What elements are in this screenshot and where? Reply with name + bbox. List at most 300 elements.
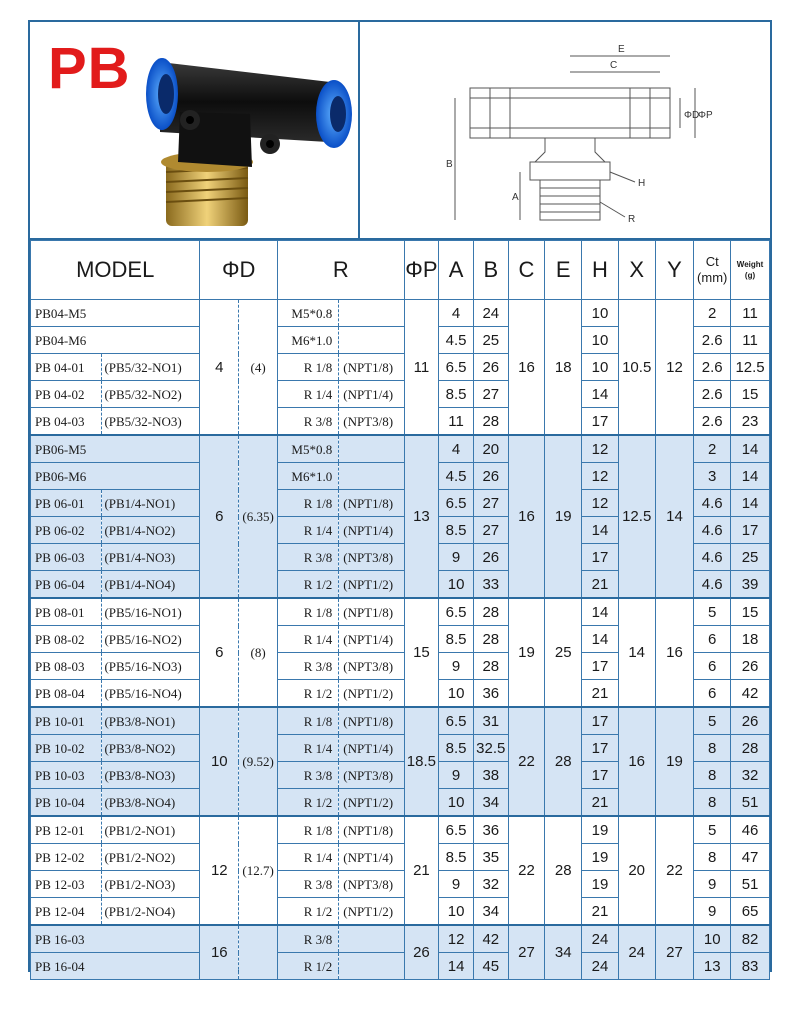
ct-cell: 8 [694, 844, 731, 871]
alt-model-cell: (PB5/32-NO2) [102, 381, 200, 408]
ct-cell: 5 [694, 816, 731, 844]
npt-thread-cell: (NPT3/8) [339, 762, 404, 789]
b-cell: 36 [473, 680, 508, 708]
a-cell: 8.5 [439, 381, 474, 408]
alt-model-cell: (PB1/4-NO1) [102, 490, 200, 517]
c-cell: 22 [508, 707, 545, 816]
weight-cell: 14 [731, 435, 770, 463]
ct-cell: 8 [694, 789, 731, 817]
a-cell: 9 [439, 544, 474, 571]
b-cell: 33 [473, 571, 508, 599]
col-ct-label: Ct (mm) [697, 254, 728, 285]
ct-cell: 5 [694, 707, 731, 735]
col-h: H [582, 241, 619, 300]
npt-thread-cell: (NPT1/8) [339, 598, 404, 626]
fitting-photo-illustration [30, 22, 358, 238]
npt-thread-cell [339, 435, 404, 463]
b-cell: 31 [473, 707, 508, 735]
x-cell: 20 [618, 816, 655, 925]
npt-thread-cell: (NPT1/4) [339, 626, 404, 653]
table-row [31, 925, 770, 953]
tube-od-cell: 10 [200, 707, 239, 816]
col-y: Y [655, 241, 694, 300]
spec-sheet [28, 20, 772, 975]
alt-model-cell: (PB5/16-NO3) [102, 653, 200, 680]
header-panel [30, 22, 770, 240]
npt-thread-cell: (NPT1/2) [339, 898, 404, 926]
npt-thread-cell: (NPT1/4) [339, 735, 404, 762]
alt-model-cell: (PB1/2-NO4) [102, 898, 200, 926]
npt-thread-cell [339, 953, 404, 980]
label-d: ΦD [684, 110, 700, 121]
x-cell: 12.5 [618, 435, 655, 598]
alt-model-cell: (PB3/8-NO3) [102, 762, 200, 789]
ct-cell: 2.6 [694, 408, 731, 436]
weight-cell: 15 [731, 381, 770, 408]
h-cell: 19 [582, 816, 619, 844]
label-b: B [446, 159, 453, 170]
b-cell: 28 [473, 626, 508, 653]
c-cell: 19 [508, 598, 545, 707]
weight-cell: 14 [731, 463, 770, 490]
col-d: ΦD [200, 241, 278, 300]
spec-table-body [31, 300, 770, 980]
ct-cell: 4.6 [694, 544, 731, 571]
y-cell: 27 [655, 925, 694, 980]
h-cell: 19 [582, 844, 619, 871]
thread-cell: M5*0.8 [278, 300, 339, 327]
ct-cell: 2.6 [694, 381, 731, 408]
ct-cell: 5 [694, 598, 731, 626]
b-cell: 28 [473, 653, 508, 680]
thread-cell: R 3/8 [278, 544, 339, 571]
tube-od-cell: 4 [200, 300, 239, 436]
label-a: A [512, 192, 519, 203]
e-cell: 28 [545, 707, 582, 816]
npt-thread-cell: (NPT3/8) [339, 544, 404, 571]
b-cell: 45 [473, 953, 508, 980]
b-cell: 26 [473, 463, 508, 490]
b-cell: 36 [473, 816, 508, 844]
e-cell: 34 [545, 925, 582, 980]
weight-cell: 23 [731, 408, 770, 436]
ct-cell: 2.6 [694, 354, 731, 381]
thread-cell: R 1/2 [278, 898, 339, 926]
model-cell: PB06-M5 [31, 435, 200, 463]
h-cell: 14 [582, 381, 619, 408]
model-cell: PB 06-03 [31, 544, 102, 571]
p-cell: 13 [404, 435, 439, 598]
weight-cell: 65 [731, 898, 770, 926]
thread-cell: R 3/8 [278, 871, 339, 898]
h-cell: 17 [582, 735, 619, 762]
weight-cell: 15 [731, 598, 770, 626]
h-cell: 19 [582, 871, 619, 898]
weight-cell: 17 [731, 517, 770, 544]
tube-od-inch-cell: (9.52) [239, 707, 278, 816]
weight-cell: 47 [731, 844, 770, 871]
thread-cell: R 1/2 [278, 789, 339, 817]
npt-thread-cell: (NPT1/8) [339, 354, 404, 381]
npt-thread-cell: (NPT1/2) [339, 571, 404, 599]
alt-model-cell: (PB1/4-NO2) [102, 517, 200, 544]
a-cell: 8.5 [439, 517, 474, 544]
col-c: C [508, 241, 545, 300]
label-e: E [618, 44, 625, 55]
model-cell: PB04-M5 [31, 300, 200, 327]
thread-cell: R 1/8 [278, 354, 339, 381]
a-cell: 4.5 [439, 327, 474, 354]
thread-cell: R 1/8 [278, 707, 339, 735]
thread-cell: R 1/2 [278, 680, 339, 708]
model-cell: PB 06-04 [31, 571, 102, 599]
table-row [31, 300, 770, 327]
thread-cell: R 1/2 [278, 571, 339, 599]
alt-model-cell: (PB1/2-NO2) [102, 844, 200, 871]
npt-thread-cell: (NPT3/8) [339, 653, 404, 680]
b-cell: 26 [473, 354, 508, 381]
ct-cell: 6 [694, 626, 731, 653]
a-cell: 4 [439, 300, 474, 327]
ct-cell: 2.6 [694, 327, 731, 354]
h-cell: 24 [582, 953, 619, 980]
thread-cell: R 1/8 [278, 598, 339, 626]
thread-cell: R 1/4 [278, 626, 339, 653]
weight-cell: 28 [731, 735, 770, 762]
a-cell: 10 [439, 571, 474, 599]
alt-model-cell: (PB5/16-NO1) [102, 598, 200, 626]
brand-label: PB [48, 36, 131, 101]
weight-cell: 12.5 [731, 354, 770, 381]
a-cell: 6.5 [439, 598, 474, 626]
model-cell: PB 12-02 [31, 844, 102, 871]
tube-od-inch-cell: (12.7) [239, 816, 278, 925]
thread-cell: R 1/2 [278, 953, 339, 980]
b-cell: 32.5 [473, 735, 508, 762]
weight-cell: 39 [731, 571, 770, 599]
header-row [31, 241, 770, 300]
tube-od-inch-cell: (6.35) [239, 435, 278, 598]
npt-thread-cell: (NPT1/8) [339, 707, 404, 735]
a-cell: 8.5 [439, 844, 474, 871]
h-cell: 10 [582, 300, 619, 327]
thread-cell: R 3/8 [278, 653, 339, 680]
model-cell: PB 12-03 [31, 871, 102, 898]
h-cell: 17 [582, 653, 619, 680]
thread-cell: R 3/8 [278, 925, 339, 953]
col-p: ΦP [404, 241, 439, 300]
b-cell: 28 [473, 408, 508, 436]
col-b: B [473, 241, 508, 300]
npt-thread-cell: (NPT1/8) [339, 816, 404, 844]
b-cell: 26 [473, 544, 508, 571]
y-cell: 16 [655, 598, 694, 707]
a-cell: 10 [439, 898, 474, 926]
alt-model-cell: (PB1/2-NO1) [102, 816, 200, 844]
a-cell: 11 [439, 408, 474, 436]
a-cell: 9 [439, 871, 474, 898]
h-cell: 17 [582, 544, 619, 571]
weight-cell: 11 [731, 327, 770, 354]
tube-od-cell: 6 [200, 435, 239, 598]
npt-thread-cell [339, 300, 404, 327]
h-cell: 21 [582, 789, 619, 817]
h-cell: 21 [582, 898, 619, 926]
npt-thread-cell: (NPT3/8) [339, 871, 404, 898]
col-x: X [618, 241, 655, 300]
weight-cell: 51 [731, 871, 770, 898]
h-cell: 17 [582, 408, 619, 436]
npt-thread-cell [339, 463, 404, 490]
weight-cell: 18 [731, 626, 770, 653]
model-cell: PB 06-01 [31, 490, 102, 517]
dimension-drawing [360, 22, 770, 238]
h-cell: 17 [582, 707, 619, 735]
c-cell: 22 [508, 816, 545, 925]
model-cell: PB 06-02 [31, 517, 102, 544]
weight-cell: 51 [731, 789, 770, 817]
ct-cell: 4.6 [694, 517, 731, 544]
label-h: H [638, 178, 646, 189]
ct-cell: 2 [694, 435, 731, 463]
ct-cell: 8 [694, 735, 731, 762]
b-cell: 28 [473, 598, 508, 626]
model-cell: PB 04-01 [31, 354, 102, 381]
h-cell: 12 [582, 435, 619, 463]
y-cell: 19 [655, 707, 694, 816]
weight-cell: 83 [731, 953, 770, 980]
tube-od-cell: 6 [200, 598, 239, 707]
a-cell: 6.5 [439, 354, 474, 381]
model-cell: PB 16-04 [31, 953, 200, 980]
alt-model-cell: (PB1/2-NO3) [102, 871, 200, 898]
c-cell: 27 [508, 925, 545, 980]
b-cell: 27 [473, 490, 508, 517]
col-a: A [439, 241, 474, 300]
a-cell: 6.5 [439, 490, 474, 517]
col-weight-label: Weight (g) [736, 259, 764, 280]
weight-cell: 14 [731, 490, 770, 517]
model-cell: PB 10-01 [31, 707, 102, 735]
npt-thread-cell [339, 925, 404, 953]
npt-thread-cell: (NPT1/2) [339, 789, 404, 817]
ct-cell: 4.6 [694, 490, 731, 517]
h-cell: 12 [582, 490, 619, 517]
h-cell: 21 [582, 571, 619, 599]
a-cell: 4 [439, 435, 474, 463]
tube-od-inch-cell: (4) [239, 300, 278, 436]
ct-cell: 9 [694, 898, 731, 926]
b-cell: 34 [473, 789, 508, 817]
b-cell: 42 [473, 925, 508, 953]
npt-thread-cell: (NPT1/2) [339, 680, 404, 708]
e-cell: 25 [545, 598, 582, 707]
npt-thread-cell: (NPT1/8) [339, 490, 404, 517]
alt-model-cell: (PB1/4-NO4) [102, 571, 200, 599]
col-ct [694, 241, 731, 300]
model-cell: PB 08-01 [31, 598, 102, 626]
thread-cell: M5*0.8 [278, 435, 339, 463]
c-cell: 16 [508, 435, 545, 598]
h-cell: 21 [582, 680, 619, 708]
model-cell: PB 04-03 [31, 408, 102, 436]
c-cell: 16 [508, 300, 545, 436]
ct-cell: 2 [694, 300, 731, 327]
col-r: R [278, 241, 405, 300]
p-cell: 18.5 [404, 707, 439, 816]
a-cell: 10 [439, 789, 474, 817]
thread-cell: R 1/8 [278, 816, 339, 844]
a-cell: 8.5 [439, 626, 474, 653]
model-cell: PB 12-01 [31, 816, 102, 844]
p-cell: 21 [404, 816, 439, 925]
model-cell: PB 10-03 [31, 762, 102, 789]
alt-model-cell: (PB5/16-NO2) [102, 626, 200, 653]
col-e: E [545, 241, 582, 300]
thread-cell: R 3/8 [278, 408, 339, 436]
thread-cell: R 1/8 [278, 490, 339, 517]
alt-model-cell: (PB5/32-NO3) [102, 408, 200, 436]
a-cell: 6.5 [439, 707, 474, 735]
a-cell: 10 [439, 680, 474, 708]
b-cell: 32 [473, 871, 508, 898]
h-cell: 24 [582, 925, 619, 953]
thread-cell: R 1/4 [278, 381, 339, 408]
model-cell: PB 04-02 [31, 381, 102, 408]
e-cell: 28 [545, 816, 582, 925]
model-cell: PB 12-04 [31, 898, 102, 926]
a-cell: 9 [439, 762, 474, 789]
tube-od-inch-cell [239, 925, 278, 980]
model-cell: PB 08-02 [31, 626, 102, 653]
table-row [31, 435, 770, 463]
tube-od-cell: 12 [200, 816, 239, 925]
npt-thread-cell: (NPT3/8) [339, 408, 404, 436]
e-cell: 18 [545, 300, 582, 436]
h-cell: 10 [582, 327, 619, 354]
label-c: C [610, 60, 618, 71]
weight-cell: 26 [731, 707, 770, 735]
alt-model-cell: (PB5/16-NO4) [102, 680, 200, 708]
a-cell: 12 [439, 925, 474, 953]
x-cell: 16 [618, 707, 655, 816]
b-cell: 25 [473, 327, 508, 354]
model-cell: PB 10-02 [31, 735, 102, 762]
npt-thread-cell: (NPT1/4) [339, 381, 404, 408]
b-cell: 27 [473, 517, 508, 544]
alt-model-cell: (PB5/32-NO1) [102, 354, 200, 381]
model-cell: PB04-M6 [31, 327, 200, 354]
ct-cell: 4.6 [694, 571, 731, 599]
alt-model-cell: (PB3/8-NO4) [102, 789, 200, 817]
weight-cell: 25 [731, 544, 770, 571]
b-cell: 27 [473, 381, 508, 408]
thread-cell: M6*1.0 [278, 327, 339, 354]
thread-cell: M6*1.0 [278, 463, 339, 490]
technical-drawing [360, 22, 770, 238]
p-cell: 11 [404, 300, 439, 436]
x-cell: 14 [618, 598, 655, 707]
weight-cell: 11 [731, 300, 770, 327]
a-cell: 9 [439, 653, 474, 680]
b-cell: 24 [473, 300, 508, 327]
table-row [31, 707, 770, 735]
h-cell: 17 [582, 762, 619, 789]
thread-cell: R 1/4 [278, 844, 339, 871]
alt-model-cell: (PB1/4-NO3) [102, 544, 200, 571]
thread-cell: R 1/4 [278, 735, 339, 762]
ct-cell: 9 [694, 871, 731, 898]
x-cell: 10.5 [618, 300, 655, 436]
b-cell: 38 [473, 762, 508, 789]
weight-cell: 26 [731, 653, 770, 680]
a-cell: 6.5 [439, 816, 474, 844]
x-cell: 24 [618, 925, 655, 980]
y-cell: 12 [655, 300, 694, 436]
ct-cell: 3 [694, 463, 731, 490]
table-row [31, 816, 770, 844]
ct-cell: 6 [694, 653, 731, 680]
product-photo [30, 22, 360, 238]
h-cell: 14 [582, 517, 619, 544]
col-weight [731, 241, 770, 300]
tube-od-cell: 16 [200, 925, 239, 980]
p-cell: 15 [404, 598, 439, 707]
model-cell: PB 10-04 [31, 789, 102, 817]
ct-cell: 6 [694, 680, 731, 708]
p-cell: 26 [404, 925, 439, 980]
thread-cell: R 1/4 [278, 517, 339, 544]
spec-table [30, 240, 770, 980]
h-cell: 14 [582, 598, 619, 626]
label-r: R [628, 214, 636, 225]
ct-cell: 13 [694, 953, 731, 980]
a-cell: 4.5 [439, 463, 474, 490]
a-cell: 14 [439, 953, 474, 980]
model-cell: PB 08-03 [31, 653, 102, 680]
model-cell: PB 16-03 [31, 925, 200, 953]
ct-cell: 10 [694, 925, 731, 953]
y-cell: 14 [655, 435, 694, 598]
a-cell: 8.5 [439, 735, 474, 762]
model-cell: PB 08-04 [31, 680, 102, 708]
tube-od-inch-cell: (8) [239, 598, 278, 707]
npt-thread-cell [339, 327, 404, 354]
col-model: MODEL [31, 241, 200, 300]
weight-cell: 82 [731, 925, 770, 953]
h-cell: 10 [582, 354, 619, 381]
table-row [31, 598, 770, 626]
ct-cell: 8 [694, 762, 731, 789]
model-cell: PB06-M6 [31, 463, 200, 490]
b-cell: 35 [473, 844, 508, 871]
thread-cell: R 3/8 [278, 762, 339, 789]
weight-cell: 46 [731, 816, 770, 844]
npt-thread-cell: (NPT1/4) [339, 844, 404, 871]
alt-model-cell: (PB3/8-NO1) [102, 707, 200, 735]
npt-thread-cell: (NPT1/4) [339, 517, 404, 544]
e-cell: 19 [545, 435, 582, 598]
h-cell: 12 [582, 463, 619, 490]
alt-model-cell: (PB3/8-NO2) [102, 735, 200, 762]
h-cell: 14 [582, 626, 619, 653]
weight-cell: 32 [731, 762, 770, 789]
b-cell: 34 [473, 898, 508, 926]
b-cell: 20 [473, 435, 508, 463]
label-p: ΦP [698, 110, 713, 121]
y-cell: 22 [655, 816, 694, 925]
weight-cell: 42 [731, 680, 770, 708]
